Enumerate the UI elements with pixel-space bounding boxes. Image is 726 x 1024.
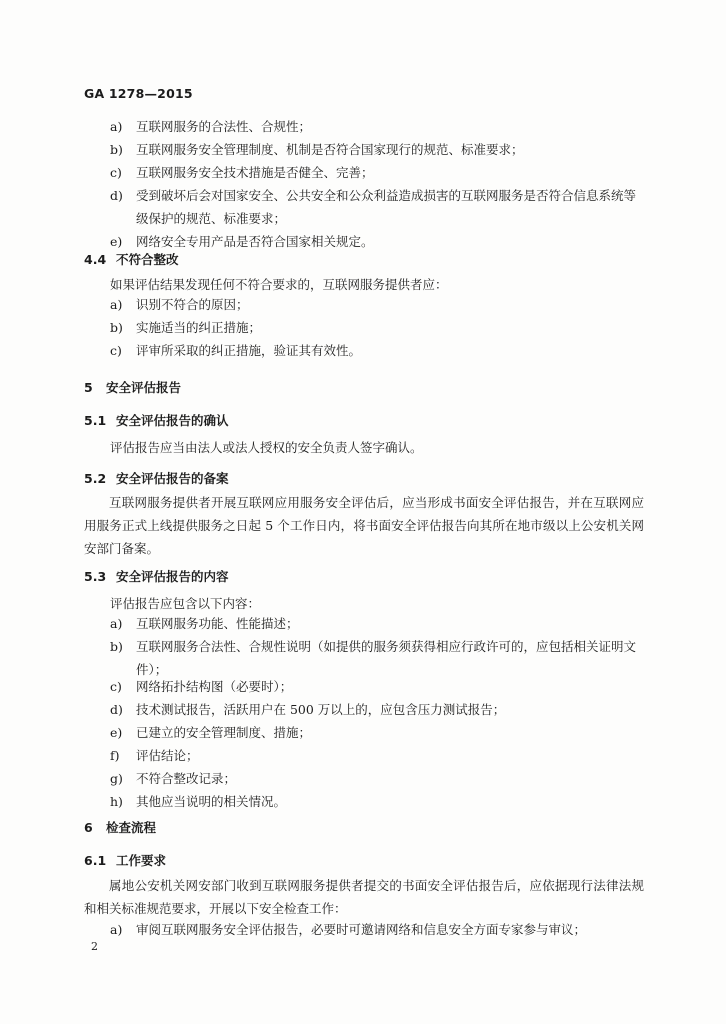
paragraph: 互联网服务提供者开展互联网应用服务安全评估后，应当形成书面安全评估报告，并在互联网应用服务正式上线提供服务之日起 5 个工作日内，将书面安全评估报告向其所在地市级以上公安机关网安部门备案。 <box>84 495 644 556</box>
list-marker: a) <box>110 616 123 631</box>
chapter-number: 5 <box>84 380 93 395</box>
list-marker: b) <box>110 639 123 654</box>
list-text: 评估结论； <box>136 748 199 763</box>
list-marker: a) <box>110 119 123 134</box>
chapter-number: 6 <box>84 820 93 835</box>
list-marker: c) <box>110 165 122 180</box>
chapter-title: 安全评估报告 <box>106 380 182 395</box>
section-title: 安全评估报告的备案 <box>116 471 229 486</box>
list-text: 其他应当说明的相关情况。 <box>136 794 287 809</box>
list-text: 不符合整改记录； <box>136 771 237 786</box>
paragraph: 属地公安机关网安部门收到互联网服务提供者提交的书面安全评估报告后，应依据现行法律法规和相关标准规范要求，开展以下安全检查工作： <box>84 878 644 916</box>
list-marker: d) <box>110 188 123 203</box>
section-heading <box>84 250 179 268</box>
section-title: 工作要求 <box>116 853 167 868</box>
list-text: 识别不符合的原因； <box>136 297 249 312</box>
chapter-heading <box>84 818 156 836</box>
list-text: 互联网服务安全管理制度、机制是否符合国家现行的规范、标准要求； <box>136 142 524 157</box>
list-marker: e) <box>110 234 123 249</box>
list-text: 互联网服务的合法性、合规性； <box>136 119 312 134</box>
section-heading <box>84 567 229 585</box>
chapter-heading <box>84 378 181 396</box>
list-marker: d) <box>110 702 123 717</box>
section-title: 不符合整改 <box>116 252 179 267</box>
list-text: 实施适当的纠正措施； <box>136 320 262 335</box>
list-marker: a) <box>110 297 123 312</box>
list-marker: c) <box>110 343 122 358</box>
section-heading <box>84 411 229 429</box>
list-text: 互联网服务安全技术措施是否健全、完善； <box>136 165 374 180</box>
list-marker: g) <box>110 771 123 786</box>
section-number: 4.4 <box>84 252 107 267</box>
list-text: 审阅互联网服务安全评估报告，必要时可邀请网络和信息安全方面专家参与审议； <box>136 922 587 937</box>
paragraph: 评估报告应包含以下内容： <box>110 596 261 611</box>
section-number: 5.1 <box>84 413 107 428</box>
section-title: 安全评估报告的确认 <box>116 413 229 428</box>
list-marker: b) <box>110 320 123 335</box>
list-marker: a) <box>110 922 123 937</box>
list-text: 已建立的安全管理制度、措施； <box>136 725 312 740</box>
list-marker: f) <box>110 748 120 763</box>
section-number: 5.2 <box>84 471 107 486</box>
list-marker: c) <box>110 679 122 694</box>
section-heading <box>84 851 166 869</box>
section-heading <box>84 469 229 487</box>
list-text: 互联网服务功能、性能描述； <box>136 616 299 631</box>
list-text: 网络安全专用产品是否符合国家相关规定。 <box>136 234 374 249</box>
section-title: 安全评估报告的内容 <box>116 569 229 584</box>
paragraph: 如果评估结果发现任何不符合要求的，互联网服务提供者应： <box>110 277 448 292</box>
standard-header: GA 1278—2015 <box>84 86 193 101</box>
list-text: 受到破坏后会对国家安全、公共安全和公众利益造成损害的互联网服务是否符合信息系统等级保护的规范、标准要求； <box>136 188 637 226</box>
list-text: 互联网服务合法性、合规性说明（如提供的服务须获得相应行政许可的，应包括相关证明文件）； <box>136 639 637 677</box>
chapter-title: 检查流程 <box>106 820 157 835</box>
page-number: 2 <box>91 940 98 953</box>
paragraph: 评估报告应当由法人或法人授权的安全负责人签字确认。 <box>110 440 423 455</box>
list-text: 技术测试报告，活跃用户在 500 万以上的，应包含压力测试报告； <box>136 702 506 717</box>
list-text: 网络拓扑结构图（必要时）； <box>136 679 293 694</box>
list-marker: e) <box>110 725 123 740</box>
section-number: 6.1 <box>84 853 107 868</box>
list-text: 评审所采取的纠正措施，验证其有效性。 <box>136 343 362 358</box>
list-marker: h) <box>110 794 123 809</box>
section-number: 5.3 <box>84 569 107 584</box>
list-marker: b) <box>110 142 123 157</box>
